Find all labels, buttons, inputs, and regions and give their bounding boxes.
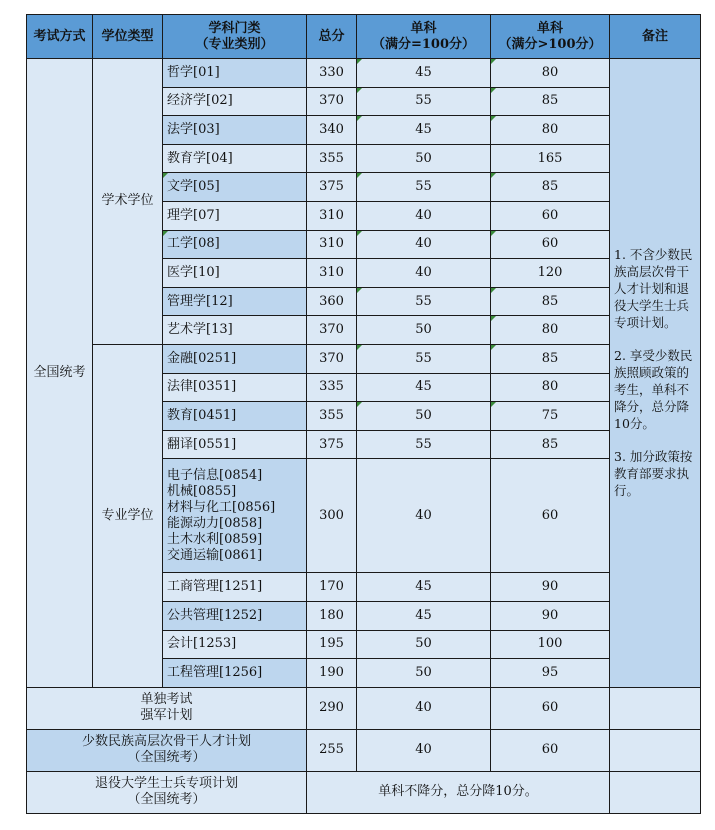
header-exam-method: 考试方式 [27,15,93,59]
single100-cell: 45 [357,373,491,402]
qiangji-label: 单独考试 强军计划 [27,687,307,729]
single100-cell: 40 [357,687,491,729]
single100-cell: 55 [357,430,491,459]
singleover-cell: 80 [491,116,610,145]
singleover-cell: 95 [491,659,610,688]
singleover-cell: 90 [491,573,610,602]
total-cell: 355 [307,144,357,173]
remarks-empty [610,729,701,771]
total-cell: 370 [307,87,357,116]
total-cell: 195 [307,630,357,659]
total-cell: 310 [307,230,357,259]
header-remarks: 备注 [610,15,701,59]
table-row [27,344,701,373]
singleover-cell: 75 [491,402,610,431]
singleover-cell: 85 [491,87,610,116]
singleover-cell: 80 [491,59,610,88]
singleover-cell: 85 [491,173,610,202]
single100-cell: 55 [357,173,491,202]
subject-cell: 法学[03] [163,116,307,145]
subject-cell: 工学[08] [163,230,307,259]
singleover-cell: 60 [491,459,610,573]
singleover-cell: 60 [491,230,610,259]
subject-cell: 医学[10] [163,259,307,288]
singleover-cell: 60 [491,201,610,230]
single100-cell: 40 [357,459,491,573]
total-cell: 180 [307,601,357,630]
singleover-cell: 100 [491,630,610,659]
total-cell: 170 [307,573,357,602]
subject-cell: 会计[1253] [163,630,307,659]
singleover-cell: 120 [491,259,610,288]
degree-academic: 学术学位 [93,59,163,345]
subject-cell: 管理学[12] [163,287,307,316]
singleover-cell: 90 [491,601,610,630]
subject-cell: 经济学[02] [163,87,307,116]
single100-cell: 40 [357,729,491,771]
singleover-cell: 85 [491,287,610,316]
single100-cell: 55 [357,87,491,116]
total-cell: 310 [307,201,357,230]
singleover-cell: 60 [491,687,610,729]
subject-cell-engineering: 电子信息[0854] 机械[0855] 材料与化工[0856] 能源动力[0858] 土木水利[0859] 交通运输[0861] [163,459,307,573]
subject-cell: 艺术学[13] [163,316,307,345]
total-cell: 370 [307,344,357,373]
single100-cell: 40 [357,230,491,259]
veteran-label: 退役大学生士兵专项计划 （全国统考） [27,771,307,813]
total-cell: 335 [307,373,357,402]
header-single-100: 单科 （满分=100分） [357,15,491,59]
single100-cell: 50 [357,144,491,173]
singleover-cell: 80 [491,373,610,402]
table-row [27,687,701,729]
remark-1: 1. 不含少数民族高层次骨干人才计划和退役大学生士兵专项计划。 [614,247,693,331]
remarks-cell [610,59,701,688]
total-cell: 290 [307,687,357,729]
total-cell: 375 [307,430,357,459]
subject-cell: 公共管理[1252] [163,601,307,630]
total-cell: 340 [307,116,357,145]
singleover-cell: 85 [491,344,610,373]
single100-cell: 55 [357,344,491,373]
single100-cell: 50 [357,402,491,431]
remarks-empty [610,687,701,729]
subject-cell: 教育学[04] [163,144,307,173]
single100-cell: 50 [357,316,491,345]
total-cell: 360 [307,287,357,316]
header-single-over-100: 单科 （满分>100分） [491,15,610,59]
total-cell: 300 [307,459,357,573]
exam-method-national: 全国统考 [27,59,93,688]
table-row [27,771,701,813]
total-cell: 330 [307,59,357,88]
header-subject: 学科门类 （专业类别） [163,15,307,59]
total-cell: 375 [307,173,357,202]
total-cell: 355 [307,402,357,431]
subject-cell: 法律[0351] [163,373,307,402]
remark-2: 2. 享受少数民族照顾政策的考生，单科不降分，总分降10分。 [614,348,693,432]
total-cell: 370 [307,316,357,345]
subject-cell: 工商管理[1251] [163,573,307,602]
header-degree-type: 学位类型 [93,15,163,59]
table-row [27,59,701,88]
single100-cell: 40 [357,259,491,288]
subject-cell: 教育[0451] [163,402,307,431]
remarks-empty [610,771,701,813]
total-cell: 190 [307,659,357,688]
minority-label: 少数民族高层次骨干人才计划 （全国统考） [27,729,307,771]
single100-cell: 45 [357,601,491,630]
total-cell: 310 [307,259,357,288]
single100-cell: 45 [357,573,491,602]
subject-cell: 哲学[01] [163,59,307,88]
single100-cell: 50 [357,630,491,659]
single100-cell: 40 [357,201,491,230]
subject-cell: 工程管理[1256] [163,659,307,688]
singleover-cell: 85 [491,430,610,459]
singleover-cell: 60 [491,729,610,771]
single100-cell: 50 [357,659,491,688]
single100-cell: 45 [357,116,491,145]
singleover-cell: 80 [491,316,610,345]
degree-professional: 专业学位 [93,344,163,687]
subject-cell: 文学[05] [163,173,307,202]
single100-cell: 45 [357,59,491,88]
total-cell: 255 [307,729,357,771]
header-total: 总分 [307,15,357,59]
subject-cell: 理学[07] [163,201,307,230]
score-table [26,14,701,814]
subject-cell: 金融[0251] [163,344,307,373]
subject-cell: 翻译[0551] [163,430,307,459]
table-row [27,729,701,771]
remark-3: 3. 加分政策按教育部要求执行。 [614,449,693,499]
singleover-cell: 165 [491,144,610,173]
veteran-policy: 单科不降分，总分降10分。 [307,771,610,813]
single100-cell: 55 [357,287,491,316]
